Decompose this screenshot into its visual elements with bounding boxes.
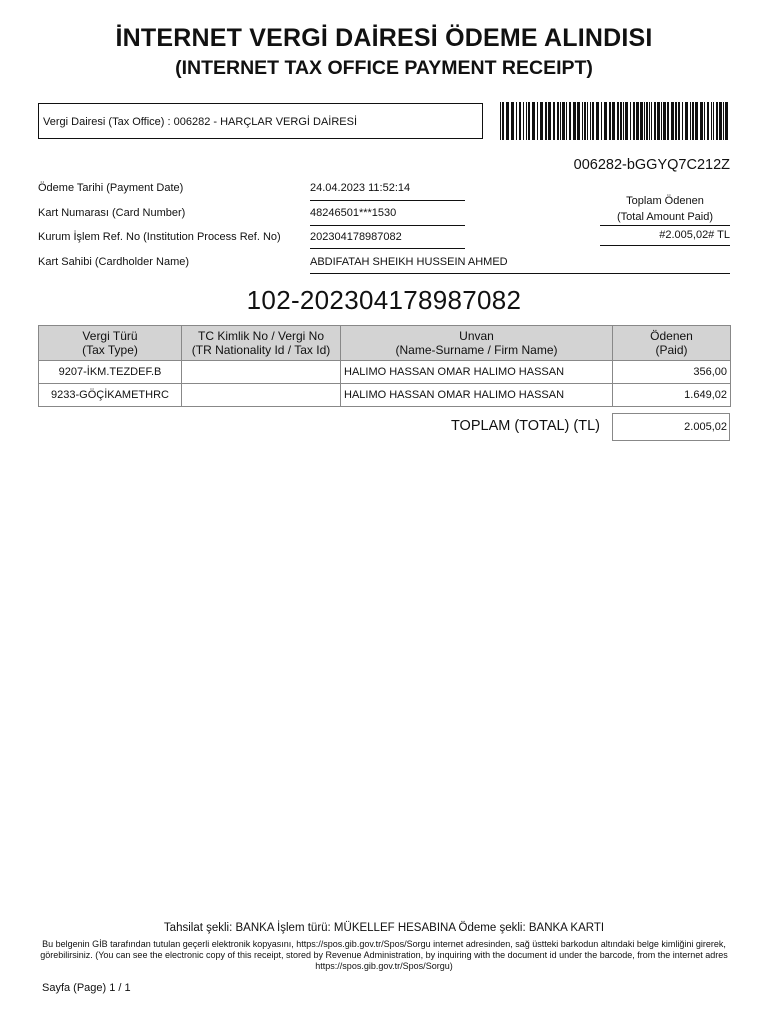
barcode-bar: [617, 102, 619, 140]
tax-office-box: [38, 103, 483, 139]
barcode-bar: [569, 102, 571, 140]
barcode-bar: [523, 102, 524, 140]
barcode-bar: [540, 102, 543, 140]
barcode-bar: [678, 102, 680, 140]
table-total-value: 2.005,02: [612, 413, 730, 441]
barcode-bar: [519, 102, 521, 140]
paid-cell: 356,00: [613, 361, 731, 384]
barcode-bar: [557, 102, 559, 140]
table-header-row: [39, 326, 731, 361]
table-total-label: TOPLAM (TOTAL) (TL): [450, 418, 600, 434]
barcode-bar: [707, 102, 709, 140]
barcode-bar: [500, 102, 501, 140]
cardholder-underline: [310, 273, 730, 274]
tax-id-cell: [182, 361, 341, 384]
barcode-bar: [548, 102, 551, 140]
barcode-bar: [633, 102, 635, 140]
barcode-bar: [592, 102, 594, 140]
barcode-bar: [537, 102, 538, 140]
barcode-bar: [711, 102, 712, 140]
barcode-bar: [651, 102, 652, 140]
barcode-bar: [695, 102, 698, 140]
col-name-header: [341, 326, 613, 361]
ref-no-value: 202304178987082: [310, 231, 402, 243]
barcode-bar: [516, 102, 517, 140]
barcode-bar: [502, 102, 504, 140]
receipt-title-en: (INTERNET TAX OFFICE PAYMENT RECEIPT): [175, 57, 593, 79]
total-paid-topline: [600, 225, 730, 226]
barcode-bar: [526, 102, 527, 140]
barcode-bar: [690, 102, 691, 140]
barcode-bar: [654, 102, 656, 140]
barcode-bar: [685, 102, 688, 140]
barcode-bar: [671, 102, 674, 140]
paid-cell: 1.649,02: [613, 384, 731, 407]
barcode-bar: [649, 102, 650, 140]
barcode-bar: [506, 102, 509, 140]
col-header-line2: (Tax Type): [82, 343, 138, 357]
barcode-bar: [723, 102, 724, 140]
barcode-bar: [584, 102, 586, 140]
barcode-bar: [725, 102, 728, 140]
barcode-bar: [675, 102, 677, 140]
payment-date-value: 24.04.2023 11:52:14: [310, 182, 411, 194]
tax-office-text: Vergi Dairesi (Tax Office) : 006282 - HARÇLAR VERGİ DAİRESİ: [43, 116, 358, 128]
name-cell: HALIMO HASSAN OMAR HALIMO HASSAN: [341, 384, 613, 407]
card-number-label: Kart Numarası (Card Number): [38, 207, 186, 219]
barcode-bar: [596, 102, 599, 140]
barcode-bar: [562, 102, 565, 140]
total-paid-label-tr: Toplam Ödenen: [626, 195, 704, 207]
col-header-line2: (Name-Surname / Firm Name): [395, 343, 558, 357]
document-id: 006282-bGGYQ7C212Z: [573, 157, 730, 173]
payment-date-label: Ödeme Tarihi (Payment Date): [38, 182, 184, 194]
barcode-bar: [630, 102, 631, 140]
receipt-title-tr: İNTERNET VERGİ DAİRESİ ÖDEME ALINDISI: [115, 24, 653, 52]
barcode-bar: [566, 102, 567, 140]
barcode-bar: [528, 102, 530, 140]
col-header-line1: TC Kimlik No / Vergi No: [197, 329, 325, 343]
barcode-bar: [704, 102, 705, 140]
barcode-bar: [719, 102, 722, 140]
reference-number: 102-202304178987082: [246, 285, 522, 315]
barcode-bar: [644, 102, 645, 140]
barcode-bar: [700, 102, 703, 140]
barcode-bar: [577, 102, 580, 140]
barcode-bar: [560, 102, 561, 140]
col-header-line2: (TR Nationality Id / Tax Id): [191, 343, 331, 357]
verification-note: Bu belgenin GİB tarafından tutulan geçerli elektronik kopyasını, https://spos.gib.gov.tr/Spos/Sorgu internet adresinden, sağ üstteki barkodun altındaki belge kimliğini girerek, görebilirsiniz. (You can see the electronic copy of this receipt, stored by Revenue Administration, by inquiring with the document id under the barcode, from the internet adres https://spos.gib.gov.tr/Spos/Sorgu): [40, 939, 728, 971]
barcode-bar: [620, 102, 622, 140]
barcode-bar: [545, 102, 547, 140]
col-header-line1: Unvan: [459, 329, 494, 343]
barcode-bar: [692, 102, 694, 140]
barcode-bar: [623, 102, 624, 140]
barcode-bar: [582, 102, 583, 140]
barcode-bar: [601, 102, 602, 140]
total-paid-bottomline: [600, 245, 730, 246]
barcode-bar: [625, 102, 628, 140]
barcode-bar: [646, 102, 648, 140]
name-cell: HALIMO HASSAN OMAR HALIMO HASSAN: [341, 361, 613, 384]
barcode-bar: [532, 102, 535, 140]
cardholder-label: Kart Sahibi (Cardholder Name): [38, 256, 190, 268]
barcode-image: [500, 102, 731, 140]
barcode-bar: [636, 102, 639, 140]
barcode-bar: [657, 102, 660, 140]
col-header-line1: Vergi Türü: [82, 329, 138, 343]
barcode-bar: [667, 102, 669, 140]
barcode-bar: [661, 102, 662, 140]
ref-no-label: Kurum İşlem Ref. No (Institution Process Ref. No): [38, 231, 281, 243]
barcode-bar: [609, 102, 611, 140]
barcode-bar: [590, 102, 591, 140]
payment-date-underline: [310, 200, 465, 201]
col-tax-id-header: [182, 326, 341, 361]
barcode-bar: [612, 102, 615, 140]
col-tax-type-header: [39, 326, 182, 361]
page-number: Sayfa (Page) 1 / 1: [42, 982, 131, 994]
total-paid-value: #2.005,02# TL: [659, 229, 730, 241]
payment-method-line: Tahsilat şekli: BANKA İşlem türü: MÜKELLEF HESABINA Ödeme şekli: BANKA KARTI: [163, 922, 605, 934]
col-header-line1: Ödenen: [650, 329, 693, 343]
barcode-bar: [716, 102, 718, 140]
barcode-bar: [682, 102, 683, 140]
tax-type-cell: 9233-GÖÇİKAMETHRC: [39, 384, 182, 407]
card-number-underline: [310, 225, 465, 226]
barcode-bar: [663, 102, 666, 140]
card-number-value: 48246501***1530: [310, 207, 397, 219]
barcode-bar: [604, 102, 607, 140]
table-row: [39, 384, 731, 407]
barcode-bar: [573, 102, 576, 140]
tax-id-cell: [182, 384, 341, 407]
table-row: [39, 361, 731, 384]
total-paid-label-en: (Total Amount Paid): [617, 211, 713, 223]
barcode-bar: [553, 102, 555, 140]
barcode-bar: [587, 102, 588, 140]
tax-table: [38, 325, 731, 407]
col-header-line2: (Paid): [655, 343, 688, 357]
barcode-bar: [713, 102, 714, 140]
tax-type-cell: 9207-İKM.TEZDEF.B: [39, 361, 182, 384]
ref-no-underline: [310, 248, 465, 249]
barcode-bar: [640, 102, 643, 140]
col-paid-header: [613, 326, 731, 361]
cardholder-value: ABDIFATAH SHEIKH HUSSEIN AHMED: [310, 256, 508, 268]
barcode-bar: [511, 102, 514, 140]
